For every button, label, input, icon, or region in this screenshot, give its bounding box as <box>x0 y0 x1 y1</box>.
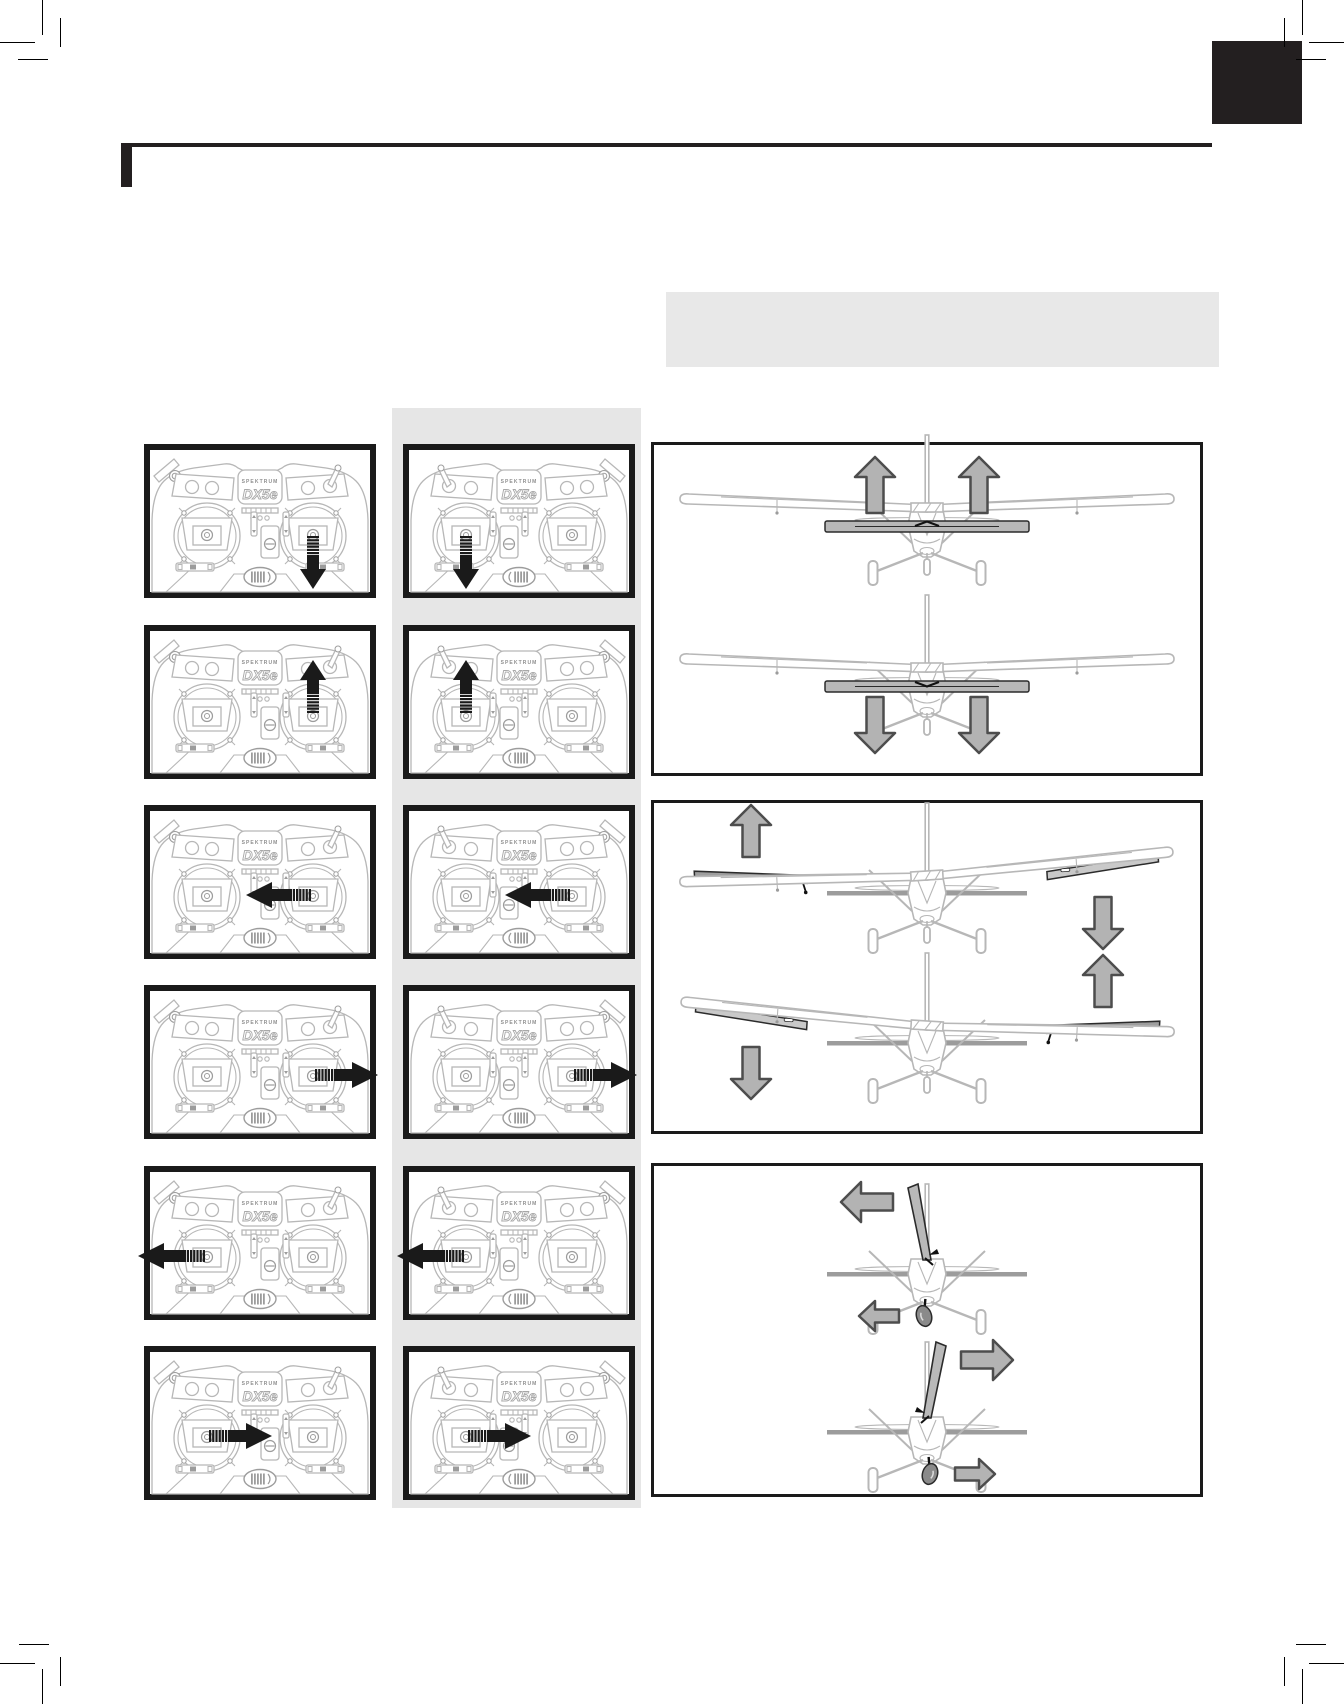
trim-switch-icon <box>176 744 214 752</box>
crop-mark <box>60 18 61 47</box>
airplane-rear-view-rudder-fig1 <box>827 1182 1027 1334</box>
stick-well <box>539 1405 605 1471</box>
crop-mark <box>0 42 35 43</box>
power-switch-icon <box>503 1109 535 1128</box>
model-logo: DX5e <box>242 1388 278 1404</box>
airplane-rear-view-rudder-fig2 <box>827 1340 1027 1492</box>
transmitter-cell-row1-left-column <box>144 444 376 598</box>
transmitter-cell-row4-right-column <box>403 985 635 1139</box>
trim-switch-icon <box>306 1285 344 1293</box>
trim-switch-icon <box>435 1465 473 1473</box>
model-logo: DX5e <box>501 667 537 683</box>
crop-mark <box>1302 0 1303 35</box>
crop-mark <box>1284 1657 1285 1686</box>
elevator-surface-lowered <box>825 681 1029 692</box>
brand-logo: SPEKTRUM <box>241 1020 279 1026</box>
crop-mark <box>18 59 48 60</box>
brand-logo: SPEKTRUM <box>500 1381 538 1387</box>
control-stick-icon <box>308 1252 319 1263</box>
transmitter-cell-row6-left-column <box>144 1346 376 1500</box>
rudder-response-illustration <box>654 1166 1200 1494</box>
control-stick-icon <box>567 530 578 541</box>
stick-well <box>539 503 605 569</box>
brand-logo: SPEKTRUM <box>241 660 279 666</box>
response-panel-aileron <box>651 800 1203 1134</box>
power-switch-icon <box>244 749 276 768</box>
rudder-surface <box>915 1342 946 1423</box>
model-logo: DX5e <box>242 1208 278 1224</box>
callout-box <box>666 292 1219 367</box>
airplane-rear-view-aileron-fig1 <box>679 803 1174 953</box>
block-arrow-left-icon <box>955 1459 995 1489</box>
stick-well <box>539 1225 605 1291</box>
power-switch-icon <box>503 1290 535 1309</box>
stick-well <box>433 864 499 930</box>
control-stick-icon <box>461 1071 472 1082</box>
control-stick-icon <box>202 891 213 902</box>
trim-switch-icon <box>565 924 603 932</box>
airplane-rear-view-elevator-fig2 <box>680 595 1174 753</box>
transmitter-cell-row5-right-column <box>403 1166 635 1320</box>
transmitter-cell-row1-right-column <box>403 444 635 598</box>
control-stick-icon <box>202 711 213 722</box>
rudder-surface <box>908 1184 939 1265</box>
crop-mark <box>1296 59 1326 60</box>
crop-mark <box>1309 1663 1344 1664</box>
trim-switch-icon <box>435 1285 473 1293</box>
trim-switch-icon <box>176 1465 214 1473</box>
control-stick-icon <box>308 1432 319 1443</box>
transmitter-cell-row6-right-column <box>403 1346 635 1500</box>
trim-switch-icon <box>176 1104 214 1112</box>
section-header-rule <box>132 143 1212 147</box>
block-arrow-left-icon <box>961 1340 1013 1380</box>
control-stick-icon <box>461 530 472 541</box>
stick-well <box>539 684 605 750</box>
aileron-response-illustration <box>654 803 1200 1131</box>
trim-switch-icon <box>306 924 344 932</box>
model-logo: DX5e <box>501 1208 537 1224</box>
model-logo: DX5e <box>242 486 278 502</box>
block-arrow-up-icon <box>731 805 771 857</box>
transmitter-illustration <box>150 811 370 953</box>
block-arrow-left-icon <box>859 1301 899 1331</box>
trim-switch-icon <box>306 744 344 752</box>
crop-mark <box>19 1644 49 1645</box>
transmitter-cell-row5-left-column <box>144 1166 376 1320</box>
power-switch-icon <box>503 929 535 948</box>
brand-logo: SPEKTRUM <box>500 660 538 666</box>
power-switch-icon <box>503 568 535 587</box>
model-logo: DX5e <box>242 667 278 683</box>
crop-mark <box>1296 1644 1326 1645</box>
trim-switch-icon <box>435 744 473 752</box>
elevator-response-illustration <box>654 445 1200 773</box>
crop-mark <box>42 1669 43 1704</box>
power-switch-icon <box>244 1470 276 1489</box>
brand-logo: SPEKTRUM <box>241 1201 279 1207</box>
crop-mark <box>42 0 43 35</box>
trim-switch-icon <box>435 924 473 932</box>
trim-switch-icon <box>565 1285 603 1293</box>
stick-well <box>174 684 240 750</box>
block-arrow-up-icon <box>1083 955 1123 1007</box>
block-arrow-down-icon <box>959 697 999 753</box>
stick-well <box>280 1405 346 1471</box>
trim-switch-icon <box>565 1465 603 1473</box>
transmitter-cell-row4-left-column <box>144 985 376 1139</box>
power-switch-icon <box>503 749 535 768</box>
transmitter-illustration <box>409 450 629 592</box>
model-logo: DX5e <box>501 1027 537 1043</box>
model-logo: DX5e <box>501 1388 537 1404</box>
corner-page-tab <box>1212 41 1302 124</box>
response-panel-rudder <box>651 1163 1203 1497</box>
brand-logo: SPEKTRUM <box>500 1020 538 1026</box>
power-switch-icon <box>503 1470 535 1489</box>
trim-switch-icon <box>565 563 603 571</box>
model-logo: DX5e <box>501 847 537 863</box>
transmitter-illustration <box>150 631 370 773</box>
stick-well <box>174 503 240 569</box>
response-panel-elevator <box>651 442 1203 776</box>
transmitter-illustration <box>150 1172 370 1314</box>
transmitter-cell-row3-right-column <box>403 805 635 959</box>
model-logo: DX5e <box>242 847 278 863</box>
control-stick-icon <box>202 530 213 541</box>
control-stick-icon <box>202 1071 213 1082</box>
airplane-rear-view-elevator-fig1 <box>680 435 1174 585</box>
stick-well <box>174 864 240 930</box>
stick-well <box>174 1044 240 1110</box>
crop-mark <box>1309 42 1344 43</box>
trim-switch-icon <box>306 1104 344 1112</box>
transmitter-cell-row2-left-column <box>144 625 376 779</box>
brand-logo: SPEKTRUM <box>241 1381 279 1387</box>
stick-well <box>280 1225 346 1291</box>
control-stick-icon <box>461 891 472 902</box>
trim-switch-icon <box>565 744 603 752</box>
model-logo: DX5e <box>501 486 537 502</box>
trim-switch-icon <box>565 1104 603 1112</box>
section-header-accent-bar <box>121 143 132 187</box>
control-stick-icon <box>567 1252 578 1263</box>
power-switch-icon <box>244 1109 276 1128</box>
block-arrow-down-icon <box>855 697 895 753</box>
airplane-rear-view-aileron-fig2 <box>680 953 1175 1103</box>
transmitter-illustration <box>150 1352 370 1494</box>
transmitter-illustration <box>409 631 629 773</box>
brand-logo: SPEKTRUM <box>500 840 538 846</box>
transmitter-illustration <box>409 811 629 953</box>
transmitter-cell-row3-left-column <box>144 805 376 959</box>
brand-logo: SPEKTRUM <box>241 840 279 846</box>
transmitter-illustration <box>409 1172 629 1314</box>
transmitter-illustration <box>409 1352 629 1494</box>
trim-switch-icon <box>176 924 214 932</box>
elevator-surface-raised <box>825 521 1029 532</box>
brand-logo: SPEKTRUM <box>500 1201 538 1207</box>
crop-mark <box>1284 18 1285 47</box>
trim-switch-icon <box>435 1104 473 1112</box>
block-arrow-down-icon <box>731 1047 771 1099</box>
block-arrow-down-icon <box>1083 897 1123 949</box>
transmitter-illustration <box>150 450 370 592</box>
brand-logo: SPEKTRUM <box>241 479 279 485</box>
control-stick-icon <box>567 1432 578 1443</box>
power-switch-icon <box>244 1290 276 1309</box>
stick-well <box>433 1044 499 1110</box>
crop-mark <box>60 1657 61 1686</box>
transmitter-illustration <box>409 991 629 1133</box>
power-switch-icon <box>244 568 276 587</box>
brand-logo: SPEKTRUM <box>500 479 538 485</box>
model-logo: DX5e <box>242 1027 278 1043</box>
trim-switch-icon <box>176 563 214 571</box>
crop-mark <box>0 1663 35 1664</box>
trim-switch-icon <box>176 1285 214 1293</box>
crop-mark <box>1302 1669 1303 1704</box>
power-switch-icon <box>244 929 276 948</box>
trim-switch-icon <box>306 1465 344 1473</box>
control-stick-icon <box>308 530 319 541</box>
control-stick-icon <box>567 711 578 722</box>
transmitter-cell-row2-right-column <box>403 625 635 779</box>
block-arrow-left-icon <box>841 1182 893 1222</box>
transmitter-illustration <box>150 991 370 1133</box>
